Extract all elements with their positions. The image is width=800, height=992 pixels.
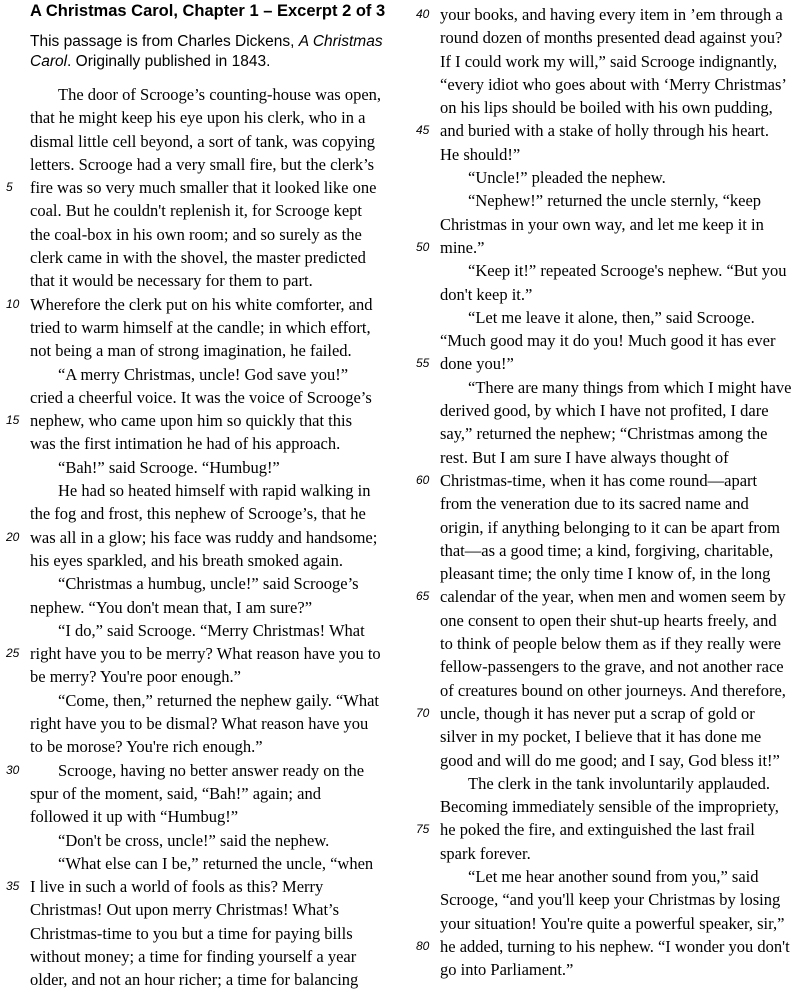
line-text: say,” returned the nephew; “Christmas among the [440, 424, 768, 444]
line-text: dismal little cell beyond, a sort of tank, was copying [30, 131, 376, 151]
passage-line [0, 829, 400, 852]
line-text: rest. But I am sure I have always thought of [440, 447, 729, 467]
line-text: to be morose? You're rich enough.” [30, 737, 263, 757]
line-text: Christmas-time to you but a time for paying bills [30, 923, 353, 943]
intro-line-1: This passage is from Charles Dickens, A Christmas [30, 33, 383, 50]
line-text: “Much good may it do you! Much good it has ever [440, 331, 776, 351]
page-title: A Christmas Carol, Chapter 1 – Excerpt 2 of 3 [30, 2, 386, 20]
passage-line [410, 3, 800, 26]
passage-line [410, 329, 800, 352]
line-text: fellow-passengers to the grave, and not another race [440, 657, 784, 677]
line-number: 45 [416, 123, 430, 138]
line-text: be merry? You're poor enough.” [30, 667, 242, 687]
line-text: “every idiot who goes about with ‘Merry Christmas’ [440, 74, 787, 94]
line-text: good and will do me good; and I say, God bless it!” [440, 750, 780, 770]
passage-line [0, 409, 400, 432]
passage-line [410, 352, 800, 375]
passage-line [0, 199, 400, 222]
line-text: “Let me hear another sound from you,” said [468, 866, 759, 886]
line-text: He had so heated himself with rapid walking in [58, 481, 371, 501]
passage-line [410, 818, 800, 841]
passage-line [410, 469, 800, 492]
line-text: I live in such a world of fools as this? Merry [30, 877, 324, 897]
line-number: 60 [416, 472, 430, 487]
line-text: letters. Scrooge had a very small fire, but the clerk’s [30, 154, 375, 174]
line-text: right have you to be dismal? What reason have you [30, 714, 369, 734]
line-text: The door of Scrooge’s counting-house was open, [58, 85, 382, 104]
line-text: he poked the fire, and extinguished the last frail [440, 820, 755, 840]
passage-line [410, 446, 800, 469]
passage-line [410, 772, 800, 795]
passage-line [410, 725, 800, 748]
passage-line [410, 865, 800, 888]
line-text: round dozen of months presented dead against you? [440, 28, 783, 48]
line-text: pleasant time; the only time I know of, in the long [440, 564, 771, 584]
passage-line [0, 502, 400, 525]
passage-line [410, 516, 800, 539]
line-number: 70 [416, 705, 430, 720]
passage-line [0, 945, 400, 968]
passage-line [0, 852, 400, 875]
passage-line [410, 888, 800, 911]
line-text: on his lips should be boiled with his own pudding, [440, 98, 773, 118]
passage-line [0, 782, 400, 805]
passage-line [0, 293, 400, 316]
passage-line [410, 236, 800, 259]
passage-line [0, 339, 400, 362]
passage-line [410, 679, 800, 702]
line-text: from the veneration due to its sacred name and [440, 494, 749, 514]
passage-line [410, 958, 800, 981]
line-text: “Don't be cross, uncle!” said the nephew. [58, 830, 330, 850]
line-text: that it would be necessary for them to part. [30, 271, 313, 291]
line-text: “Come, then,” returned the nephew gaily. “What [58, 690, 380, 710]
line-text: spark forever. [440, 843, 531, 863]
passage-line [410, 259, 800, 282]
line-text: of creatures bound on other journeys. And therefore, [440, 680, 786, 700]
line-number: 80 [416, 938, 430, 953]
line-text: “Uncle!” pleaded the nephew. [468, 168, 666, 188]
passage-line [410, 96, 800, 119]
line-number: 65 [416, 589, 430, 604]
line-text: that—as a good time; a kind, forgiving, charitable, [440, 540, 774, 560]
line-text: was all in a glow; his face was ruddy and handsome; [30, 527, 378, 547]
line-number: 25 [6, 646, 20, 661]
line-text: “Christmas a humbug, uncle!” said Scrooge’s [58, 574, 359, 594]
passage-line [410, 795, 800, 818]
line-text: your books, and having every item in ’em through a [440, 5, 783, 24]
line-number: 55 [416, 356, 430, 371]
passage-line [0, 875, 400, 898]
line-text: to think of people below them as if they really were [440, 634, 781, 654]
line-text: clerk came in with the shovel, the master predicted [30, 248, 366, 268]
line-number: 20 [6, 529, 20, 544]
passage-line [410, 585, 800, 608]
passage-line [0, 479, 400, 502]
passage-line [0, 316, 400, 339]
line-text: “There are many things from which I might have [468, 377, 792, 397]
line-text: Wherefore the clerk put on his white comforter, and [30, 294, 373, 314]
passage-line [410, 73, 800, 96]
line-text: If I could work my will,” said Scrooge indignantly, [440, 51, 778, 71]
line-number: 15 [6, 413, 20, 428]
passage-line [410, 376, 800, 399]
line-text: Christmas! Out upon merry Christmas! What’s [30, 900, 340, 920]
line-text: uncle, though it has never put a scrap of gold or [440, 703, 755, 723]
line-text: don't keep it.” [440, 284, 533, 304]
passage-left [0, 83, 400, 992]
passage-line [0, 619, 400, 642]
passage-line [410, 399, 800, 422]
passage-line [410, 189, 800, 212]
line-text: “Let me leave it alone, then,” said Scrooge. [468, 307, 755, 327]
line-text: nephew, who came upon him so quickly that this [30, 411, 352, 431]
line-text: “I do,” said Scrooge. “Merry Christmas! What [58, 620, 365, 640]
line-text: he added, turning to his nephew. “I wonder you don't [440, 936, 790, 956]
line-text: “A merry Christmas, uncle! God save you!” [58, 364, 349, 384]
passage-line [0, 106, 400, 129]
passage-line [410, 166, 800, 189]
passage-line [410, 213, 800, 236]
line-number: 10 [6, 296, 20, 311]
line-text: derived good, by which I have not profited, I dare [440, 401, 769, 421]
passage-line [0, 456, 400, 479]
line-text: without money; a time for finding yourself a year [30, 946, 357, 966]
intro-text [30, 32, 400, 72]
passage-line [410, 26, 800, 49]
line-text: coal. But he couldn't replenish it, for Scrooge kept [30, 201, 362, 221]
line-text: older, and not an hour richer; a time for balancing [30, 970, 359, 990]
passage-line [410, 422, 800, 445]
line-text: the coal-box in his own room; and so surely as the [30, 224, 362, 244]
passage-line [0, 386, 400, 409]
line-text: “What else can I be,” returned the uncle, “when [58, 853, 374, 873]
line-text: right have you to be merry? What reason have you to [30, 644, 381, 664]
line-number: 75 [416, 822, 430, 837]
line-text: one consent to open their shut-up hearts freely, and [440, 610, 777, 630]
line-text: spur of the moment, said, “Bah!” again; and [30, 783, 321, 803]
line-text: fire was so very much smaller that it looked like one [30, 178, 377, 198]
line-text: Scrooge, having no better answer ready on the [58, 760, 365, 780]
intro-line-2: Carol. Originally published in 1843. [30, 53, 271, 70]
passage-line [410, 143, 800, 166]
line-text: silver in my pocket, I believe that it has done me [440, 727, 762, 747]
passage-line [0, 805, 400, 828]
line-text: tried to warm himself at the candle; in which effort, [30, 317, 371, 337]
passage-line [0, 432, 400, 455]
passage-line [410, 119, 800, 142]
line-text: nephew. “You don't mean that, I am sure?” [30, 597, 313, 617]
passage-line [0, 735, 400, 758]
line-text: followed it up with “Humbug!” [30, 807, 239, 827]
passage-line [0, 269, 400, 292]
line-text: He should!” [440, 144, 521, 164]
line-number: 50 [416, 239, 430, 254]
right-column [410, 0, 800, 981]
line-text: mine.” [440, 237, 485, 257]
line-number: 30 [6, 762, 20, 777]
passage-line [410, 492, 800, 515]
line-text: calendar of the year, when men and women seem by [440, 587, 786, 607]
passage-line [0, 968, 400, 991]
passage-right [410, 3, 800, 981]
line-text: done you!” [440, 354, 514, 374]
passage-line [0, 363, 400, 386]
passage-line [0, 642, 400, 665]
passage-line [0, 596, 400, 619]
passage-line [410, 912, 800, 935]
passage-line [0, 223, 400, 246]
passage-line [410, 50, 800, 73]
passage-line [410, 702, 800, 725]
passage-line [0, 153, 400, 176]
line-text: cried a cheerful voice. It was the voice of Scrooge’s [30, 387, 372, 407]
passage-line [0, 176, 400, 199]
line-text: the fog and frost, this nephew of Scrooge’s, that he [30, 504, 366, 524]
passage-line [0, 572, 400, 595]
line-text: your situation! You're quite a powerful speaker, sir,” [440, 913, 785, 933]
passage-line [410, 749, 800, 772]
passage-line [0, 689, 400, 712]
passage-line [0, 246, 400, 269]
passage-line [410, 655, 800, 678]
line-text: his eyes sparkled, and his breath smoked again. [30, 550, 343, 570]
passage-line [410, 562, 800, 585]
line-text: go into Parliament.” [440, 960, 574, 980]
line-text: not being a man of strong imagination, he failed. [30, 341, 352, 361]
line-text: Christmas in your own way, and let me keep it in [440, 214, 764, 234]
line-number: 40 [416, 7, 430, 21]
passage-line [410, 283, 800, 306]
passage-line [0, 759, 400, 782]
line-text: that he might keep his eye upon his clerk, who in a [30, 108, 366, 128]
passage-line [0, 130, 400, 153]
passage-line [0, 922, 400, 945]
line-text: “Keep it!” repeated Scrooge's nephew. “But you [468, 261, 787, 281]
line-number: 5 [6, 180, 13, 195]
line-text: Scrooge, “and you'll keep your Christmas by losing [440, 890, 781, 910]
passage-line [410, 539, 800, 562]
line-text: The clerk in the tank involuntarily applauded. [468, 773, 770, 793]
passage-line [0, 526, 400, 549]
passage-line [0, 665, 400, 688]
passage-line [410, 632, 800, 655]
passage-line [0, 712, 400, 735]
line-text: and buried with a stake of holly through his heart. [440, 121, 770, 141]
passage-line [0, 898, 400, 921]
passage-line [0, 549, 400, 572]
line-text: “Bah!” said Scrooge. “Humbug!” [58, 457, 280, 477]
passage-line [410, 842, 800, 865]
line-text: origin, if anything belonging to it can be apart from [440, 517, 780, 537]
line-number: 35 [6, 879, 20, 894]
line-text: was the first intimation he had of his approach. [30, 434, 341, 454]
passage-line [0, 83, 400, 106]
line-text: Christmas-time, when it has come round—apart [440, 470, 758, 490]
passage-line [410, 306, 800, 329]
line-text: Becoming immediately sensible of the impropriety, [440, 797, 779, 817]
line-text: “Nephew!” returned the uncle sternly, “keep [468, 191, 762, 211]
passage-line [410, 935, 800, 958]
passage-line [410, 609, 800, 632]
